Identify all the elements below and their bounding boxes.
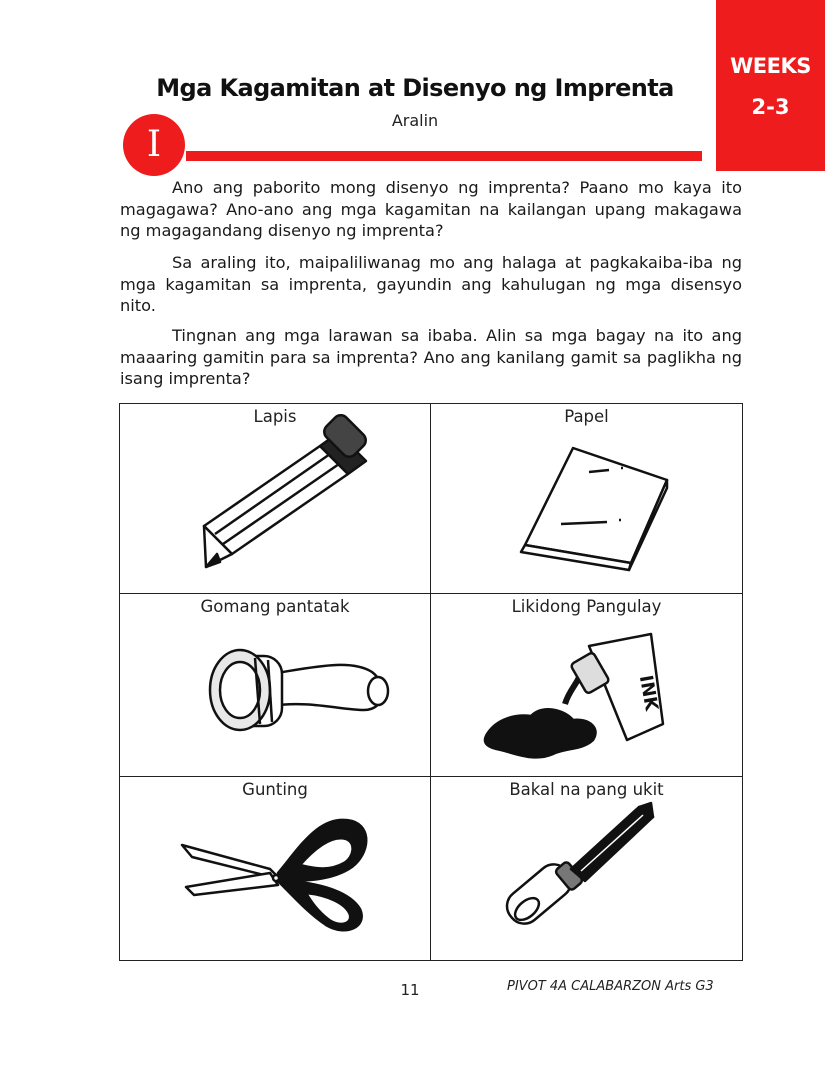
scissors-icon (120, 777, 431, 961)
pencil-icon (120, 404, 431, 592)
weeks-label: WEEKS (730, 54, 811, 78)
tool-cell-gunting (120, 777, 431, 960)
section-letter-badge: I (123, 114, 185, 176)
tool-cell-papel (431, 404, 742, 594)
footer-reference: PIVOT 4A CALABARZON Arts G3 (507, 979, 714, 994)
tool-label: Gunting (242, 780, 308, 799)
tool-label: Likidong Pangulay (511, 597, 662, 616)
carving-chisel-icon (431, 777, 742, 961)
rubber-stamp-icon (120, 594, 431, 775)
tool-cell-likidong-pangulay (431, 594, 742, 777)
intro-paragraph: Ano ang paborito mong disenyo ng imprenta? Paano mo kaya ito magagawa? Ano-ano ang mga kagamitan na kailangan upang makagawa ng magagandang disenyo ng imprenta? (120, 178, 742, 240)
weeks-badge (716, 0, 825, 171)
tool-label: Papel (564, 407, 609, 426)
tool-label: Bakal na pang ukit (509, 780, 664, 799)
page-subtitle: Aralin (391, 111, 439, 130)
tool-cell-bakal-na-pang-ukit (431, 777, 742, 960)
page-number: 11 (400, 981, 420, 999)
lesson-paragraph: Sa araling ito, maipaliliwanag mo ang halaga at pagkakaiba-iba ng mga kagamitan sa imprenta, gayundin ang kahulugan ng mga disensyo nito. (120, 253, 742, 315)
ink-bottle-icon (431, 594, 742, 775)
title-divider (186, 151, 702, 161)
tool-cell-lapis (120, 404, 431, 594)
instruction-paragraph: Tingnan ang mga larawan sa ibaba. Alin sa mga bagay na ito ang maaaring gamitin para sa imprenta? Ano ang kanilang gamit sa paglikha ng isang imprenta? (120, 326, 742, 388)
tool-cell-gomang-pantatak (120, 594, 431, 777)
paper-icon (431, 404, 742, 592)
page-title: Mga Kagamitan at Disenyo ng Imprenta (156, 74, 674, 102)
svg-text:INK: INK (634, 673, 662, 713)
tool-label: Lapis (253, 407, 297, 426)
weeks-range: 2-3 (751, 95, 790, 119)
tools-table (119, 403, 743, 961)
tool-label: Gomang pantatak (200, 597, 350, 616)
